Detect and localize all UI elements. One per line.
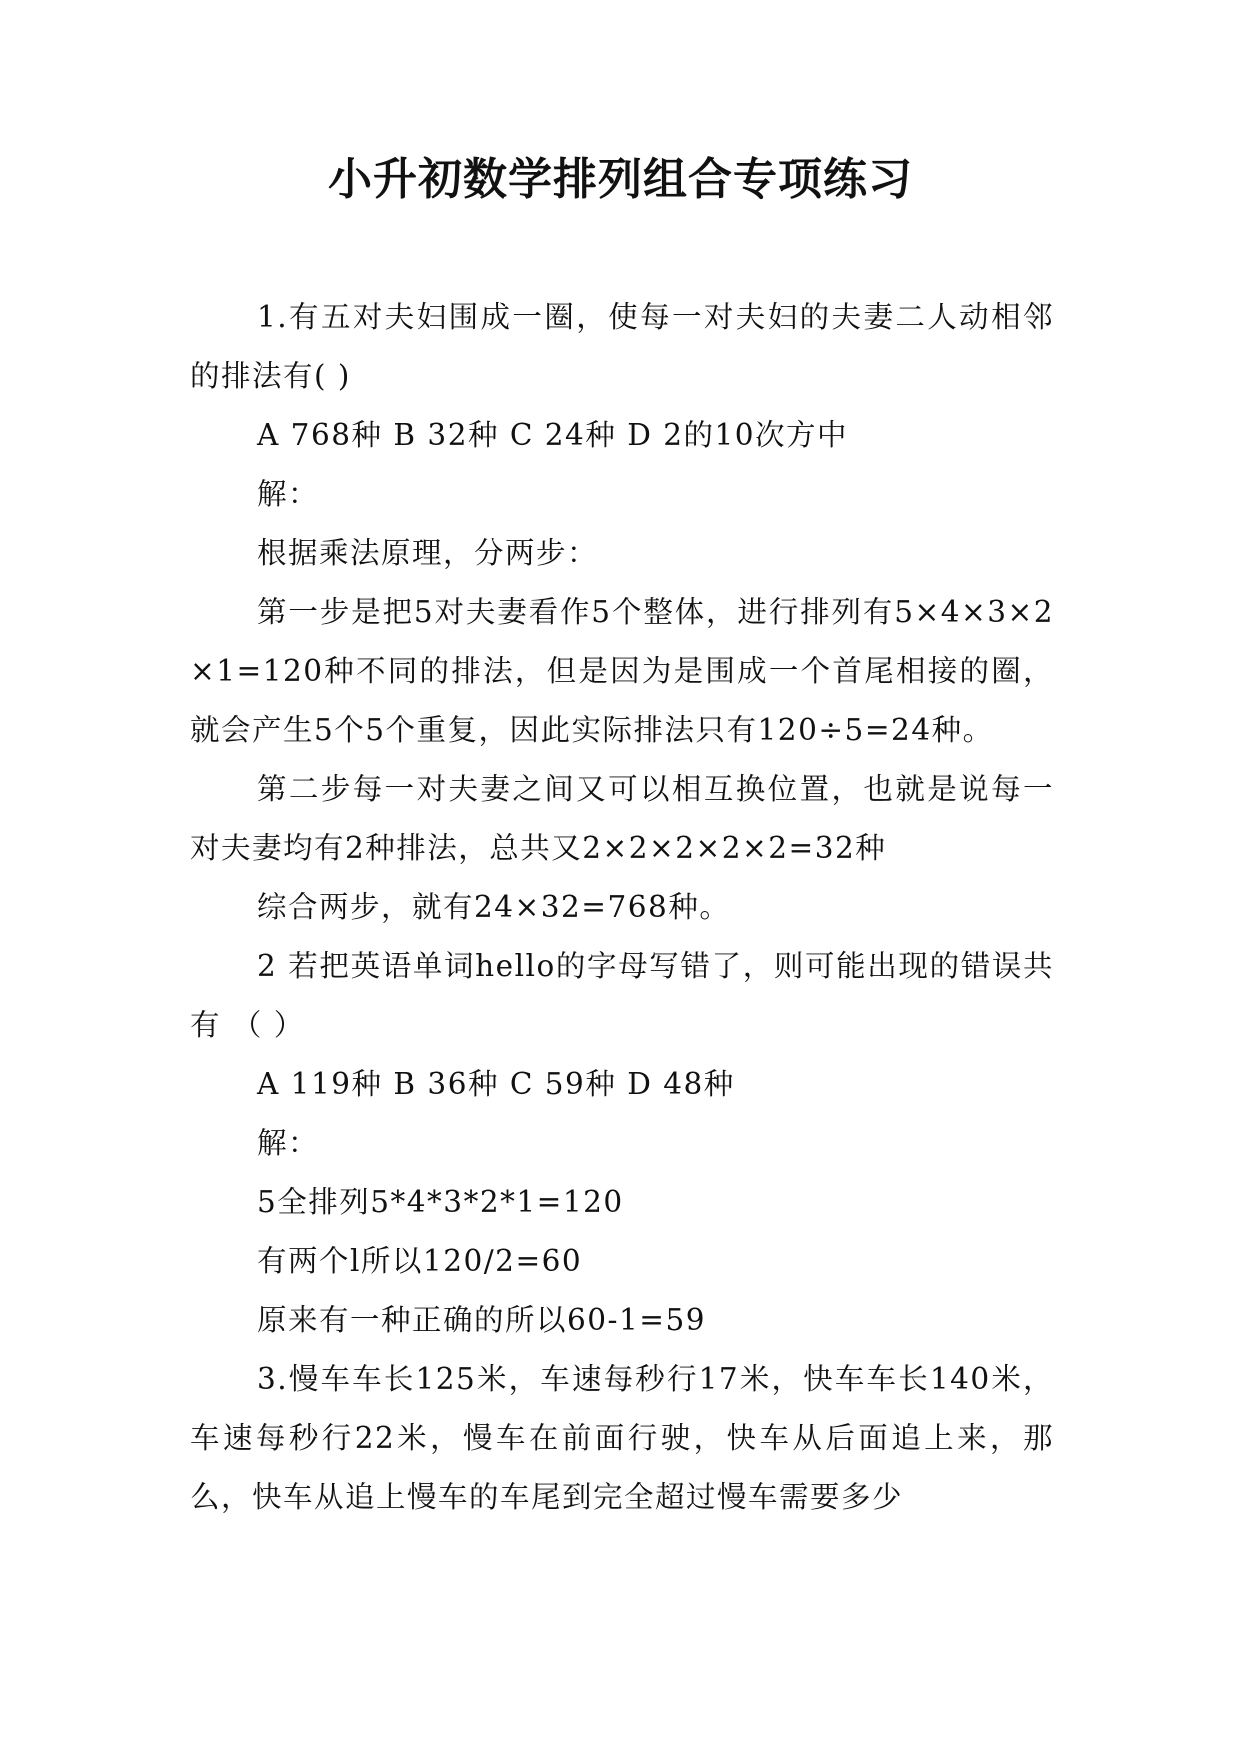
solution-2-line-1: 5全排列5*4*3*2*1=120 <box>257 1185 624 1219</box>
solution-1-step-1: 第一步是把5对夫妻看作5个整体，进行排列有5×4×3×2×1=120种不同的排法，但是因为是围成一个首尾相接的圈，就会产生5个5个重复，因此实际排法只有120÷5=24种。 <box>190 595 1054 747</box>
solution-1-label: 解： <box>257 477 320 511</box>
question-2-text: 2 若把英语单词hello的字母写错了，则可能出现的错误共有 （ ） <box>190 949 1054 1042</box>
question-3-text: 3.慢车车长125米，车速每秒行17米，快车车长140米，车速每秒行22米，慢车在前面行驶，快车从后面追上来，那么，快车从追上慢车的车尾到完全超过慢车需要多少 <box>190 1362 1054 1514</box>
solution-2-line-3: 原来有一种正确的所以60-1=59 <box>257 1303 707 1337</box>
document-title: 小升初数学排列组合专项练习 <box>328 154 913 205</box>
document-body <box>190 288 1054 1527</box>
question-2-options: A 119种 B 36种 C 59种 D 48种 <box>257 1067 735 1101</box>
solution-2-label: 解： <box>257 1126 320 1160</box>
solution-1-step-2: 第二步每一对夫妻之间又可以相互换位置，也就是说每一对夫妻均有2种排法，总共又2×2×2×2×2=32种 <box>190 772 1054 865</box>
solution-2-line-2: 有两个l所以120/2=60 <box>257 1244 583 1278</box>
solution-1-intro: 根据乘法原理，分两步： <box>257 536 599 570</box>
question-1-options: A 768种 B 32种 C 24种 D 2的10次方中 <box>257 418 849 452</box>
question-1-text: 1.有五对夫妇围成一圈，使每一对夫妇的夫妻二人动相邻的排法有( ) <box>190 300 1054 393</box>
solution-1-conclusion: 综合两步，就有24×32=768种。 <box>257 890 731 924</box>
